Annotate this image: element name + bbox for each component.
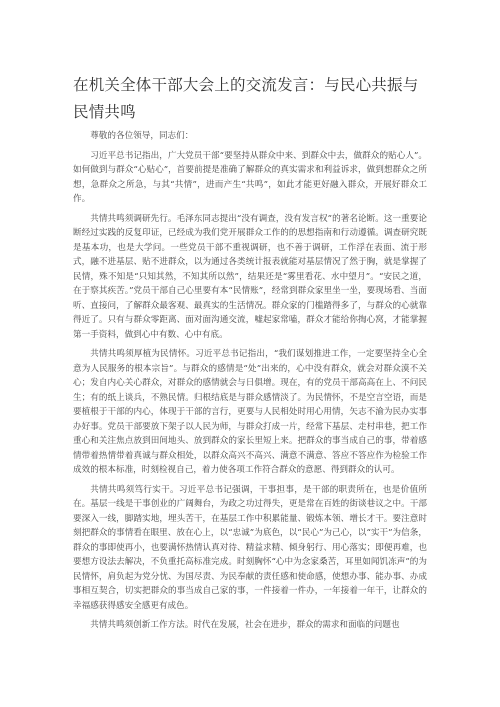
document-body	[73, 129, 427, 633]
salutation: 尊敬的各位领导，同志们：	[90, 131, 194, 141]
paragraph-intro: 习近平总书记指出，广大党员干部“要坚持从群众中来、到群众中去，做群众的贴心人”。如何做到与群众“心贴心”，首要前提是准确了解群众的真实需求和利益诉求，做到想群众之所想，急群众之所急，与其“共情”，进而产生“共鸣”，如此才能更好融入群众，开展好群众工作。	[73, 150, 427, 204]
paragraph-people-feelings: 共情共鸣须厚植为民情怀。习近平总书记指出，“我们谋划推进工作，一定要坚持全心全意为人民服务的根本宗旨”。与群众的感情是“处”出来的，心中没有群众，就会对群众漠不关心；发自内心关心群众，对群众的感情就会与日俱增。现在，有的党员干部高高在上、不问民生；有的纸上谈兵，不熟民情。归根结底是与群众感情淡了。为民情怀，不是空言空语，而是要植根于干部的内心，体现于干部的言行，更要与人民相处时用心用情，矢志不渝为民办实事办好事。党员干部要放下架子以人民为师，与群众打成一片，经常下基层、走村串巷，把工作重心和关注焦点放到田间地头、放到群众的家长里短上来。把群众的事当成自己的事，带着感情带着热情带着真诚与群众相处，以群众高兴不高兴、满意不满意、答应不答应作为检验工作成效的根本标准，时刻检视自己，着力使各项工作符合群众的意愿、得到群众的认可。	[73, 349, 427, 475]
paragraph-research: 共情共鸣须调研先行。毛泽东同志提出“没有调查，没有发言权”的著名论断。这一重要论断经过实践的反复印证，已经成为我们党开展群众工作的的思想指南和行动遵循。调查研究既是基本功，也是大学问。一些党员干部不重视调研，也不善于调研，工作浮在表面、流于形式，融不进基层、贴不进群众，以为通过各类统计报表就能对基层情况了然于胸，就是掌握了民情，殊不知是“只知其然，不知其所以然”，结果还是“雾里看花、水中望月”。“安民之道，在于察其疾苦。”党员干部自己心里要有本“民情账”，经常到群众家里坐一坐，要现场看、当面听、直接问，了解群众最客观、最真实的生活情况。群众家的门槛踏得多了，与群众的心就靠得近了。只有与群众零距离、面对面沟通交流，嘘起家常嗑，群众才能给你掏心窝，才能掌握第一手资料，做到心中有数、心中有底。	[73, 213, 427, 340]
document-title: 在机关全体干部大会上的交流发言：与民心共振与民情共鸣	[73, 76, 419, 121]
paragraph-practical-work: 共情共鸣须笃行实干。习近平总书记强调，干事担事，是干部的职责所在，也是价值所在。基层一线是干事创业的广阔舞台，为政之功过得失，更是常在百姓的街谈巷议之中。干部要深入一线，脚踏实地，埋头苦干，在基层工作中积累能量、锻炼本领、增长才干。要注意时刻把群众的事情看在眼里、放在心上，以“忠诚”为底色，以“民心”为己心，以“实干”为信条，群众的事即使再小，也要满怀热情认真对待、精益求精、倾身躬行、用心落实；即便再难，也要想方设法去解决，不负重托高标准完成。时刻胸怀“心中为念家桑苦，耳里如闻饥冻声”的为民情怀，肩负起为党分忧、为国尽责、为民奉献的责任感和使命感，使想办事、能办事、办成事相互契合，切实把群众的事当成自己家的事，一件接着一件办，一年接着一年干，让群众的幸福感获得感安全感更有成色。	[73, 484, 427, 611]
paragraph-innovation: 共情共鸣须创新工作方法。时代在发展，社会在进步，群众的需求和面临的问题也	[90, 620, 400, 630]
